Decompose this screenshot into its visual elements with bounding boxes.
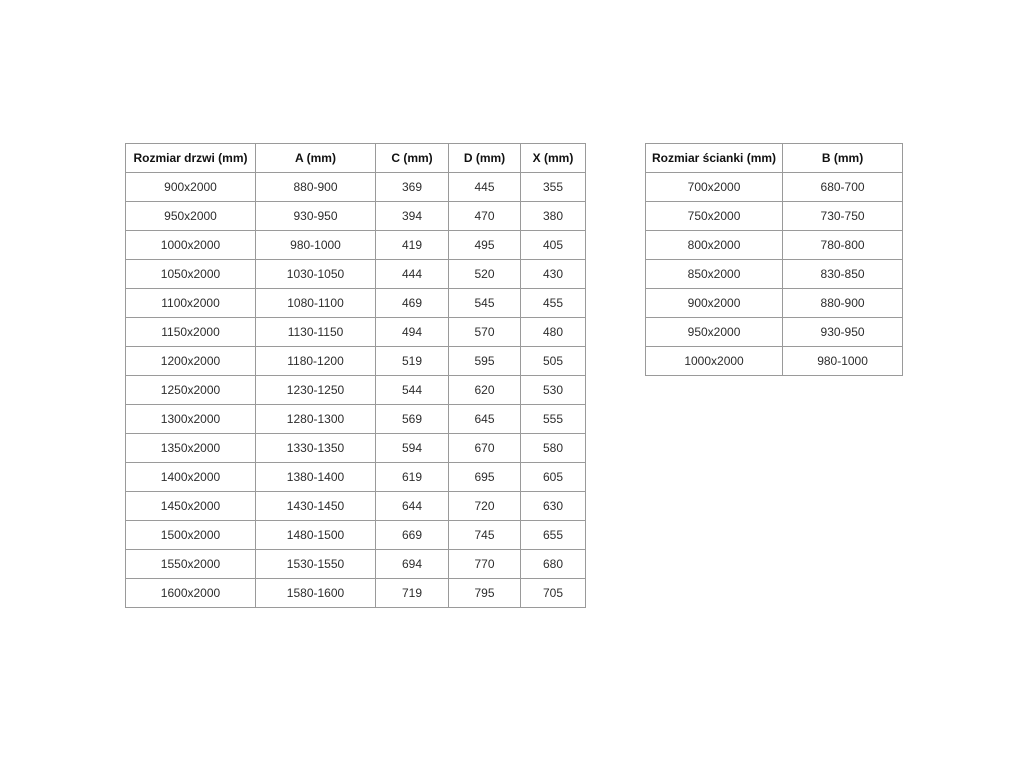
table-cell: 469	[376, 289, 449, 318]
table-cell: 544	[376, 376, 449, 405]
table-cell: 950x2000	[646, 318, 783, 347]
table-cell: 505	[521, 347, 586, 376]
table-row	[646, 347, 903, 376]
table-cell: 1430-1450	[256, 492, 376, 521]
table-row	[126, 434, 586, 463]
table-cell: 419	[376, 231, 449, 260]
table-cell: 930-950	[783, 318, 903, 347]
table-cell: 1500x2000	[126, 521, 256, 550]
table-cell: 1050x2000	[126, 260, 256, 289]
table-cell: 669	[376, 521, 449, 550]
table-row	[126, 173, 586, 202]
table-cell: 1130-1150	[256, 318, 376, 347]
table-cell: 480	[521, 318, 586, 347]
table-cell: 470	[449, 202, 521, 231]
table-cell: 380	[521, 202, 586, 231]
table-cell: 930-950	[256, 202, 376, 231]
table-cell: 1200x2000	[126, 347, 256, 376]
table-row	[126, 550, 586, 579]
table-cell: 719	[376, 579, 449, 608]
door-sizes-table	[125, 143, 586, 608]
table-cell: 1480-1500	[256, 521, 376, 550]
table-cell: 1400x2000	[126, 463, 256, 492]
table-row	[126, 405, 586, 434]
table-cell: 900x2000	[126, 173, 256, 202]
table-row	[126, 202, 586, 231]
table-cell: 394	[376, 202, 449, 231]
table-cell: 680-700	[783, 173, 903, 202]
table-row	[126, 347, 586, 376]
table-cell: 1080-1100	[256, 289, 376, 318]
table-cell: 1450x2000	[126, 492, 256, 521]
table-cell: 1580-1600	[256, 579, 376, 608]
table-cell: 750x2000	[646, 202, 783, 231]
table-cell: 1330-1350	[256, 434, 376, 463]
table-cell: 1300x2000	[126, 405, 256, 434]
table-cell: 619	[376, 463, 449, 492]
table-cell: 795	[449, 579, 521, 608]
table-cell: 730-750	[783, 202, 903, 231]
header-row	[646, 144, 903, 173]
table-cell: 555	[521, 405, 586, 434]
table-row	[126, 260, 586, 289]
table-cell: 620	[449, 376, 521, 405]
table-cell: 680	[521, 550, 586, 579]
table-cell: 520	[449, 260, 521, 289]
table-cell: 880-900	[256, 173, 376, 202]
table-cell: 655	[521, 521, 586, 550]
table-cell: 1100x2000	[126, 289, 256, 318]
table-cell: 800x2000	[646, 231, 783, 260]
table-cell: 850x2000	[646, 260, 783, 289]
table-cell: 580	[521, 434, 586, 463]
table-cell: 545	[449, 289, 521, 318]
table-cell: 1600x2000	[126, 579, 256, 608]
table-cell: 980-1000	[256, 231, 376, 260]
table-cell: 519	[376, 347, 449, 376]
column-header: Rozmiar drzwi (mm)	[126, 144, 256, 173]
wall-sizes-table	[645, 143, 903, 376]
table-cell: 1150x2000	[126, 318, 256, 347]
table-cell: 1350x2000	[126, 434, 256, 463]
table-cell: 695	[449, 463, 521, 492]
table-cell: 770	[449, 550, 521, 579]
table-cell: 694	[376, 550, 449, 579]
table-cell: 569	[376, 405, 449, 434]
column-header: A (mm)	[256, 144, 376, 173]
table-cell: 530	[521, 376, 586, 405]
table-cell: 570	[449, 318, 521, 347]
table-cell: 494	[376, 318, 449, 347]
table-cell: 745	[449, 521, 521, 550]
table-cell: 630	[521, 492, 586, 521]
table-row	[646, 202, 903, 231]
table-cell: 594	[376, 434, 449, 463]
table-cell: 369	[376, 173, 449, 202]
table-cell: 1250x2000	[126, 376, 256, 405]
table-cell: 700x2000	[646, 173, 783, 202]
header-row	[126, 144, 586, 173]
wall-sizes-table-container	[645, 143, 903, 376]
table-cell: 705	[521, 579, 586, 608]
table-row	[126, 492, 586, 521]
table-cell: 1230-1250	[256, 376, 376, 405]
table-cell: 900x2000	[646, 289, 783, 318]
table-row	[126, 289, 586, 318]
table-row	[126, 231, 586, 260]
table-cell: 1000x2000	[646, 347, 783, 376]
table-cell: 1380-1400	[256, 463, 376, 492]
door-sizes-table-container	[125, 143, 586, 608]
table-row	[126, 579, 586, 608]
table-cell: 495	[449, 231, 521, 260]
table-cell: 605	[521, 463, 586, 492]
table-row	[646, 173, 903, 202]
column-header: B (mm)	[783, 144, 903, 173]
table-cell: 1530-1550	[256, 550, 376, 579]
table-cell: 830-850	[783, 260, 903, 289]
table-cell: 880-900	[783, 289, 903, 318]
table-cell: 720	[449, 492, 521, 521]
column-header: Rozmiar ścianki (mm)	[646, 144, 783, 173]
table-cell: 1030-1050	[256, 260, 376, 289]
table-cell: 445	[449, 173, 521, 202]
table-cell: 980-1000	[783, 347, 903, 376]
table-cell: 595	[449, 347, 521, 376]
table-cell: 405	[521, 231, 586, 260]
table-cell: 1550x2000	[126, 550, 256, 579]
table-cell: 1000x2000	[126, 231, 256, 260]
column-header: C (mm)	[376, 144, 449, 173]
table-cell: 780-800	[783, 231, 903, 260]
table-cell: 645	[449, 405, 521, 434]
table-cell: 644	[376, 492, 449, 521]
table-row	[646, 231, 903, 260]
table-cell: 670	[449, 434, 521, 463]
table-cell: 430	[521, 260, 586, 289]
table-row	[646, 289, 903, 318]
table-cell: 455	[521, 289, 586, 318]
table-row	[126, 463, 586, 492]
table-cell: 1280-1300	[256, 405, 376, 434]
table-cell: 950x2000	[126, 202, 256, 231]
column-header: D (mm)	[449, 144, 521, 173]
table-row	[646, 260, 903, 289]
table-cell: 444	[376, 260, 449, 289]
table-row	[646, 318, 903, 347]
table-row	[126, 521, 586, 550]
table-row	[126, 376, 586, 405]
table-cell: 1180-1200	[256, 347, 376, 376]
table-cell: 355	[521, 173, 586, 202]
table-row	[126, 318, 586, 347]
column-header: X (mm)	[521, 144, 586, 173]
